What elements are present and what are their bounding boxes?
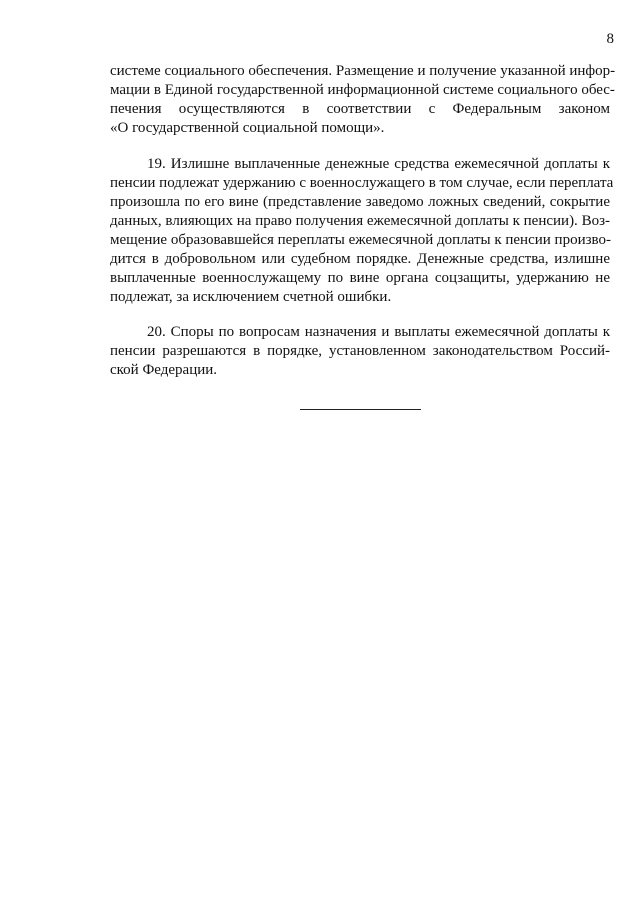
text-line: системе социального обеспечения. Размещение и получение указанной инфор- — [110, 63, 616, 79]
text-line: «О государственной социальной помощи». — [110, 120, 385, 136]
page-number: 8 — [606, 31, 614, 47]
text-line: ской Федерации. — [110, 362, 218, 378]
text-line: печения осуществляются в соответствии с Федеральным законом — [110, 101, 610, 117]
text-line: произошла по его вине (представление заведомо ложных сведений, сокрытие — [110, 194, 610, 210]
paragraph-20-start: 20. Споры по вопросам назначения и выплаты ежемесячной доплаты к — [147, 324, 610, 340]
text-line: выплаченные военнослужащему по вине органа соцзащиты, удержанию не — [110, 270, 610, 286]
text-line: подлежат, за исключением счетной ошибки. — [110, 289, 392, 305]
text-line: данных, влияющих на право получения ежемесячной доплаты к пенсии). Воз- — [110, 213, 610, 229]
text-line: мещение образовавшейся переплаты ежемесячной доплаты к пенсии произво- — [110, 232, 611, 248]
text-line: мации в Единой государственной информационной системе социального обес- — [110, 82, 615, 98]
text-line: дится в добровольном или судебном порядке. Денежные средства, излишне — [110, 251, 610, 267]
paragraph-19-start: 19. Излишне выплаченные денежные средства ежемесячной доплаты к — [147, 156, 610, 172]
text-line: пенсии подлежат удержанию с военнослужащего в том случае, если переплата — [110, 175, 614, 191]
text-line: пенсии разрешаются в порядке, установленном законодательством Россий- — [110, 343, 610, 359]
end-divider — [300, 409, 421, 410]
